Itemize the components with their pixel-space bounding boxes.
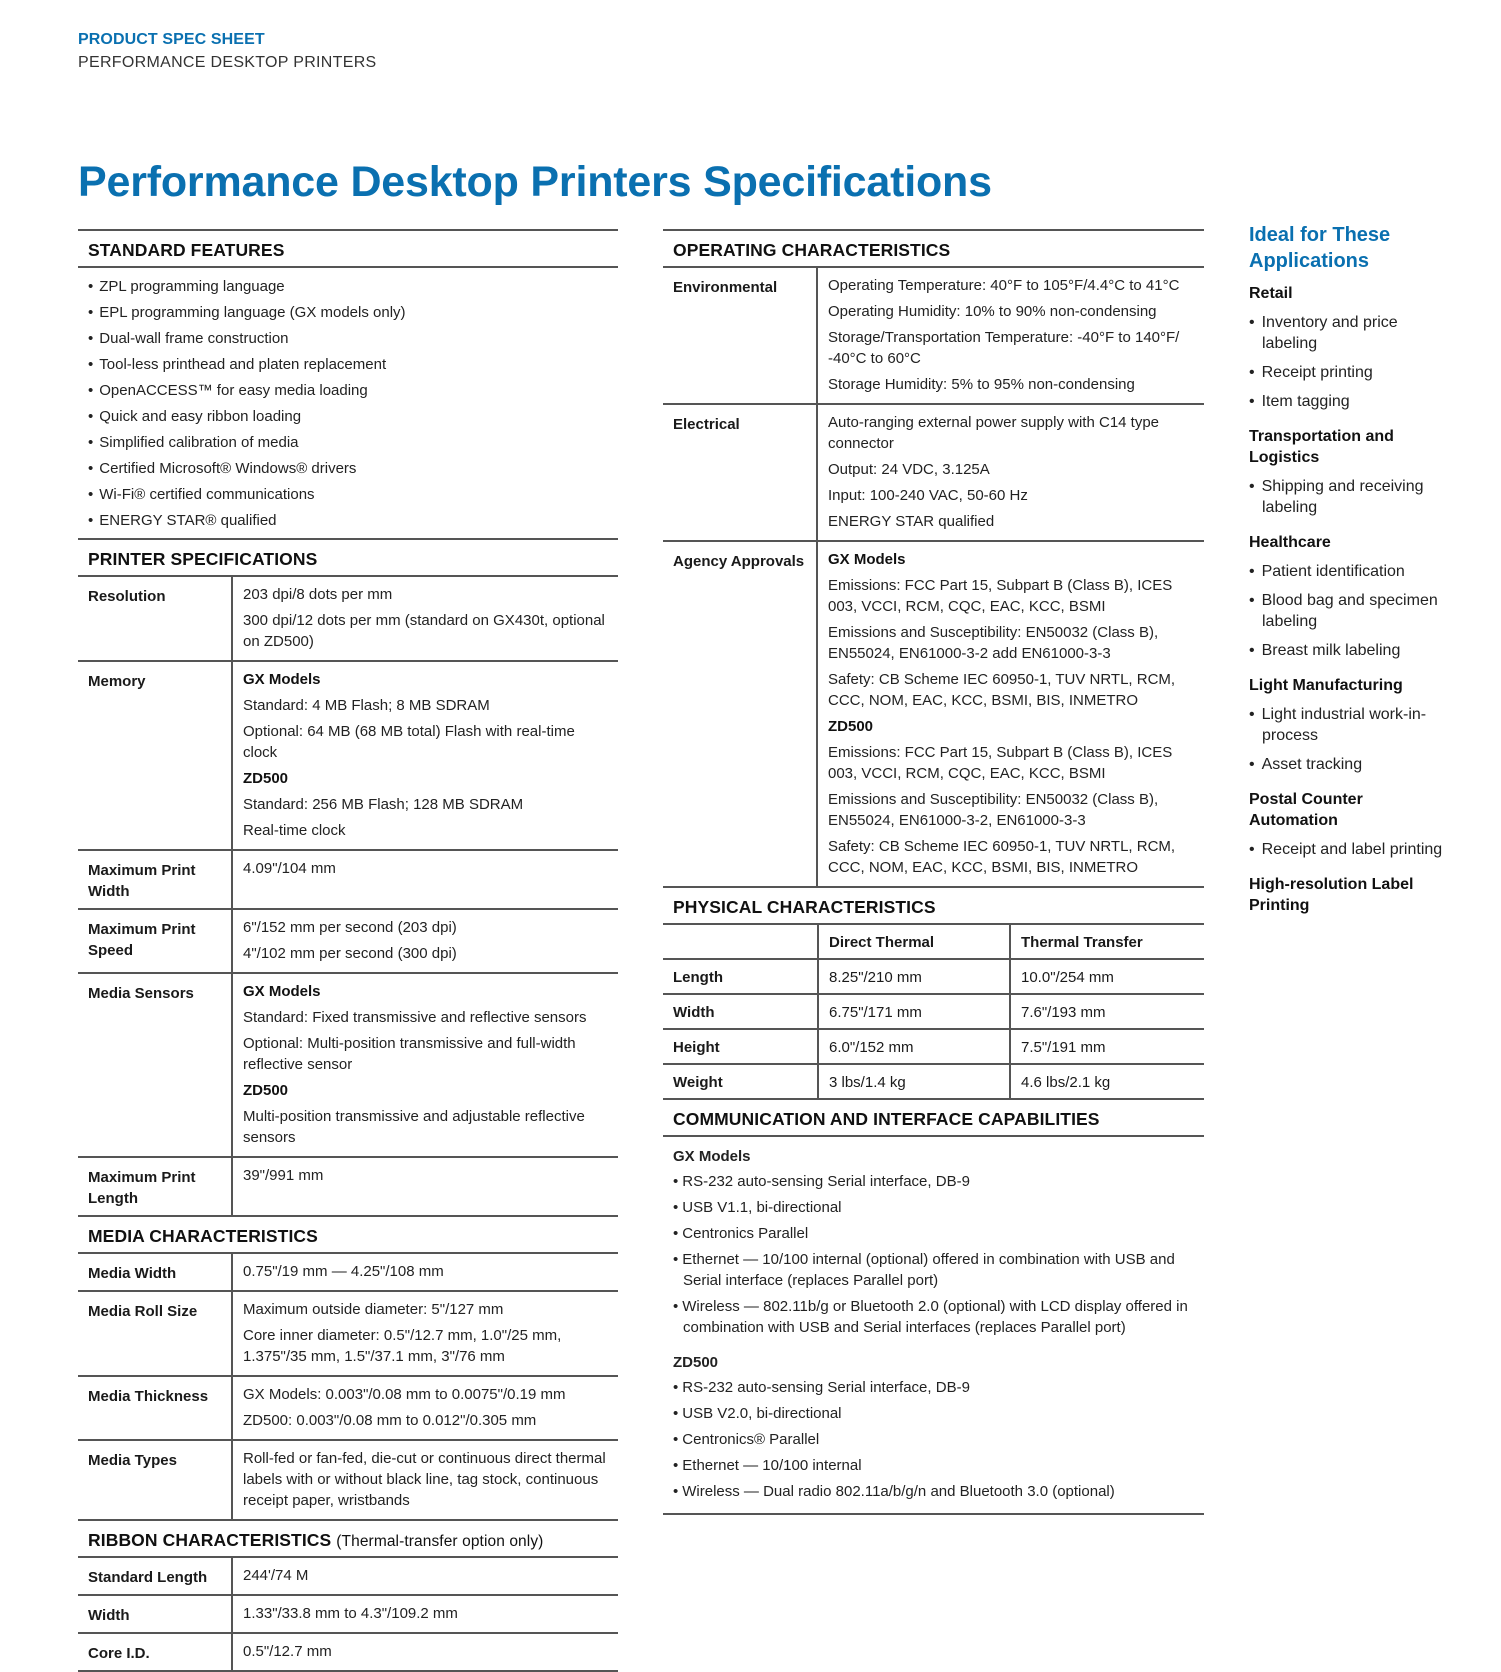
physical-thermal-transfer: 4.6 lbs/2.1 kg	[1010, 1064, 1204, 1099]
spec-row	[663, 268, 1204, 405]
ribbon-chars-subtitle: (Thermal-transfer option only)	[336, 1533, 544, 1550]
spec-value	[818, 542, 1204, 886]
application-item: • Asset tracking	[1249, 754, 1449, 775]
feature-item: • Wi-Fi® certified communications	[88, 482, 618, 508]
physical-header-row	[663, 925, 1204, 959]
feature-item: • OpenACCESS™ for easy media loading	[88, 378, 618, 404]
spec-label: Media Roll Size	[78, 1292, 233, 1375]
spec-row	[78, 1292, 618, 1377]
spec-value	[233, 974, 618, 1156]
physical-direct-thermal: 6.0"/152 mm	[818, 1029, 1010, 1064]
spec-value	[233, 1377, 618, 1439]
spec-row	[78, 1377, 618, 1441]
spec-line: Standard: Fixed transmissive and reflective sensors	[243, 1009, 587, 1026]
physical-label: Width	[663, 994, 818, 1029]
spec-row	[663, 542, 1204, 888]
media-chars-table	[78, 1254, 618, 1521]
spec-line: Standard: 256 MB Flash; 128 MB SDRAM	[243, 796, 524, 813]
spec-line: Optional: 64 MB (68 MB total) Flash with real-time clock	[243, 723, 575, 761]
doc-label: PRODUCT SPEC SHEET	[78, 31, 265, 48]
spec-line: Core inner diameter: 0.5"/12.7 mm, 1.0"/25 mm, 1.375"/35 mm, 1.5"/37.1 mm, 3"/76 mm	[243, 1327, 562, 1365]
spec-line: Input: 100-240 VAC, 50-60 Hz	[828, 487, 1028, 504]
spec-label: Maximum Print Speed	[78, 910, 233, 972]
spec-line: 4.09"/104 mm	[243, 860, 336, 877]
application-item: • Receipt and label printing	[1249, 839, 1449, 860]
spec-row	[78, 1634, 618, 1672]
spec-value	[233, 1292, 618, 1375]
spec-value	[233, 1634, 618, 1670]
spec-label: Width	[78, 1596, 233, 1632]
spec-line: Output: 24 VDC, 3.125A	[828, 461, 990, 478]
spec-line: Emissions and Susceptibility: EN50032 (Class B), EN55024, EN61000-3-2, EN61000-3-3	[828, 791, 1159, 829]
spec-line: Maximum outside diameter: 5"/127 mm	[243, 1301, 504, 1318]
spec-line: Safety: CB Scheme IEC 60950-1, TUV NRTL, RCM, CCC, NOM, EAC, KCC, BSMI, BIS, INMETRO	[828, 671, 1176, 709]
comm-item: • Wireless — Dual radio 802.11a/b/g/n and Bluetooth 3.0 (optional)	[673, 1481, 1194, 1502]
spec-line: ZD500: 0.003"/0.08 mm to 0.012"/0.305 mm	[243, 1412, 537, 1429]
ribbon-chars-table	[78, 1558, 618, 1672]
comm-item: • Centronics® Parallel	[673, 1429, 1194, 1450]
spec-value	[233, 1558, 618, 1594]
spec-row	[78, 577, 618, 662]
spec-line: Storage/Transportation Temperature: -40°F to 140°F/ -40°C to 60°C	[828, 329, 1180, 367]
spec-label: Resolution	[78, 577, 233, 660]
spec-value	[233, 1158, 618, 1215]
comm-gx-label: GX Models	[673, 1148, 751, 1165]
ribbon-chars-heading	[78, 1521, 618, 1558]
spec-line: Optional: Multi-position transmissive and full-width reflective sensor	[243, 1035, 576, 1073]
applications-list	[1249, 283, 1449, 916]
physical-label: Height	[663, 1029, 818, 1064]
spec-row	[78, 974, 618, 1158]
spec-value	[233, 1254, 618, 1290]
spec-line: GX Models: 0.003"/0.08 mm to 0.0075"/0.19 mm	[243, 1386, 566, 1403]
feature-item: • Quick and easy ribbon loading	[88, 404, 618, 430]
comm-item: • Centronics Parallel	[673, 1223, 1194, 1244]
physical-header-blank	[663, 925, 818, 959]
spec-line: Roll-fed or fan-fed, die-cut or continuous direct thermal labels with or without black line, tag stock, continuous receipt paper, wristbands	[243, 1450, 606, 1509]
comm-zd-list	[673, 1377, 1194, 1502]
spec-label: Agency Approvals	[663, 542, 818, 886]
spec-subheading: ZD500	[243, 1082, 289, 1099]
page-title: Performance Desktop Printers Specifications	[78, 158, 992, 206]
comm-item: • Ethernet — 10/100 internal (optional) offered in combination with USB and Serial interface (replaces Parallel port)	[673, 1249, 1194, 1291]
physical-direct-thermal: 6.75"/171 mm	[818, 994, 1010, 1029]
operating-heading: OPERATING CHARACTERISTICS	[663, 229, 1204, 268]
application-item: • Receipt printing	[1249, 362, 1449, 383]
physical-thermal-transfer: 7.5"/191 mm	[1010, 1029, 1204, 1064]
left-column	[78, 229, 618, 1672]
comm-item: • USB V2.0, bi-directional	[673, 1403, 1194, 1424]
comm-zd-label: ZD500	[673, 1354, 719, 1371]
spec-line: 0.5"/12.7 mm	[243, 1643, 332, 1660]
comm-heading: COMMUNICATION AND INTERFACE CAPABILITIES	[663, 1100, 1204, 1137]
spec-row	[78, 1441, 618, 1521]
doc-subtitle: PERFORMANCE DESKTOP PRINTERS	[78, 54, 377, 71]
spec-line: ENERGY STAR qualified	[828, 513, 995, 530]
physical-row	[663, 959, 1204, 994]
spec-value	[233, 1596, 618, 1632]
feature-item: • EPL programming language (GX models only)	[88, 300, 618, 326]
spec-row	[78, 1158, 618, 1217]
physical-row	[663, 994, 1204, 1029]
spec-line: 39"/991 mm	[243, 1167, 324, 1184]
physical-thermal-transfer: 10.0"/254 mm	[1010, 959, 1204, 994]
spec-line: Storage Humidity: 5% to 95% non-condensing	[828, 376, 1135, 393]
spec-line: Safety: CB Scheme IEC 60950-1, TUV NRTL, RCM, CCC, NOM, EAC, KCC, BSMI, BIS, INMETRO	[828, 838, 1176, 876]
applications-title: Ideal for These Applications	[1249, 224, 1391, 272]
spec-line: 1.33"/33.8 mm to 4.3"/109.2 mm	[243, 1605, 458, 1622]
comm-item: • Ethernet — 10/100 internal	[673, 1455, 1194, 1476]
spec-line: 4"/102 mm per second (300 dpi)	[243, 945, 457, 962]
comm-item: • Wireless — 802.11b/g or Bluetooth 2.0 (optional) with LCD display offered in combination with USB and Serial interfaces (replaces Parallel port)	[673, 1296, 1194, 1338]
spec-label: Maximum Print Width	[78, 851, 233, 908]
spec-row	[78, 851, 618, 910]
printer-specs-heading: PRINTER SPECIFICATIONS	[78, 538, 618, 577]
spec-label: Standard Length	[78, 1558, 233, 1594]
spec-value	[233, 910, 618, 972]
standard-features-list	[78, 268, 618, 538]
physical-row	[663, 1029, 1204, 1064]
application-item: • Inventory and price labeling	[1249, 312, 1449, 354]
operating-table	[663, 268, 1204, 888]
spec-line: 0.75"/19 mm — 4.25"/108 mm	[243, 1263, 444, 1280]
physical-label: Length	[663, 959, 818, 994]
spec-value	[818, 405, 1204, 540]
spec-value	[233, 662, 618, 849]
feature-item: • ZPL programming language	[88, 274, 618, 300]
spec-label: Media Width	[78, 1254, 233, 1290]
feature-item: • Simplified calibration of media	[88, 430, 618, 456]
spec-row	[78, 1558, 618, 1596]
spec-line: Emissions and Susceptibility: EN50032 (Class B), EN55024, EN61000-3-2 add EN61000-3-3	[828, 624, 1159, 662]
spec-subheading: GX Models	[243, 983, 321, 1000]
comm-item: • RS-232 auto-sensing Serial interface, DB-9	[673, 1377, 1194, 1398]
spec-row	[663, 405, 1204, 542]
physical-heading: PHYSICAL CHARACTERISTICS	[663, 888, 1204, 925]
spec-label: Electrical	[663, 405, 818, 540]
application-category: Transportation and Logistics	[1249, 428, 1394, 466]
application-category: Retail	[1249, 285, 1293, 302]
spec-line: 6"/152 mm per second (203 dpi)	[243, 919, 457, 936]
physical-direct-thermal: 3 lbs/1.4 kg	[818, 1064, 1010, 1099]
comm-gx-list	[673, 1171, 1194, 1338]
application-category: Postal Counter Automation	[1249, 791, 1363, 829]
spec-subheading: GX Models	[828, 551, 906, 568]
spec-line: Auto-ranging external power supply with C14 type connector	[828, 414, 1160, 452]
spec-value	[818, 268, 1204, 403]
spec-row	[78, 1254, 618, 1292]
feature-item: • Dual-wall frame construction	[88, 326, 618, 352]
physical-label: Weight	[663, 1064, 818, 1099]
spec-subheading: GX Models	[243, 671, 321, 688]
physical-direct-thermal: 8.25"/210 mm	[818, 959, 1010, 994]
physical-header-thermal-transfer: Thermal Transfer	[1010, 925, 1204, 959]
feature-item: • ENERGY STAR® qualified	[88, 508, 618, 534]
printer-specs-table	[78, 577, 618, 1217]
spec-line: Operating Temperature: 40°F to 105°F/4.4°C to 41°C	[828, 277, 1180, 294]
ribbon-chars-title: RIBBON CHARACTERISTICS	[88, 1530, 332, 1550]
application-item: • Blood bag and specimen labeling	[1249, 590, 1449, 632]
spec-value	[233, 851, 618, 908]
application-category: Light Manufacturing	[1249, 677, 1403, 694]
spec-line: Emissions: FCC Part 15, Subpart B (Class B), ICES 003, VCCI, RCM, CQC, EAC, KCC, BSMI	[828, 577, 1173, 615]
feature-item: • Certified Microsoft® Windows® drivers	[88, 456, 618, 482]
spec-row	[78, 910, 618, 974]
middle-column	[663, 229, 1204, 1515]
applications-sidebar	[1249, 222, 1449, 916]
physical-thermal-transfer: 7.6"/193 mm	[1010, 994, 1204, 1029]
spec-label: Memory	[78, 662, 233, 849]
comm-section	[663, 1137, 1204, 1515]
spec-subheading: ZD500	[828, 718, 874, 735]
comm-item: • RS-232 auto-sensing Serial interface, DB-9	[673, 1171, 1194, 1192]
application-item: • Light industrial work-in-process	[1249, 704, 1449, 746]
spec-line: Standard: 4 MB Flash; 8 MB SDRAM	[243, 697, 490, 714]
application-item: • Item tagging	[1249, 391, 1449, 412]
spec-value	[233, 577, 618, 660]
spec-line: Emissions: FCC Part 15, Subpart B (Class B), ICES 003, VCCI, RCM, CQC, EAC, KCC, BSMI	[828, 744, 1173, 782]
spec-label: Core I.D.	[78, 1634, 233, 1670]
spec-row	[78, 662, 618, 851]
spec-line: Operating Humidity: 10% to 90% non-condensing	[828, 303, 1157, 320]
spec-label: Media Sensors	[78, 974, 233, 1156]
standard-features-heading: STANDARD FEATURES	[78, 229, 618, 268]
spec-line: 203 dpi/8 dots per mm	[243, 586, 393, 603]
application-item: • Patient identification	[1249, 561, 1449, 582]
physical-row	[663, 1064, 1204, 1099]
media-chars-heading: MEDIA CHARACTERISTICS	[78, 1217, 618, 1254]
application-item: • Breast milk labeling	[1249, 640, 1449, 661]
physical-table	[663, 925, 1204, 1100]
spec-label: Maximum Print Length	[78, 1158, 233, 1215]
spec-subheading: ZD500	[243, 770, 289, 787]
spec-value	[233, 1441, 618, 1519]
spec-line: 300 dpi/12 dots per mm (standard on GX430t, optional on ZD500)	[243, 612, 605, 650]
application-category: Healthcare	[1249, 534, 1331, 551]
spec-label: Media Types	[78, 1441, 233, 1519]
spec-label: Environmental	[663, 268, 818, 403]
comm-item: • USB V1.1, bi-directional	[673, 1197, 1194, 1218]
application-category: High-resolution Label Printing	[1249, 876, 1414, 914]
spec-row	[78, 1596, 618, 1634]
physical-header-direct-thermal: Direct Thermal	[818, 925, 1010, 959]
spec-line: Multi-position transmissive and adjustable reflective sensors	[243, 1108, 585, 1146]
spec-line: Real-time clock	[243, 822, 346, 839]
spec-label: Media Thickness	[78, 1377, 233, 1439]
application-item: • Shipping and receiving labeling	[1249, 476, 1449, 518]
feature-item: • Tool-less printhead and platen replacement	[88, 352, 618, 378]
spec-line: 244'/74 M	[243, 1567, 309, 1584]
